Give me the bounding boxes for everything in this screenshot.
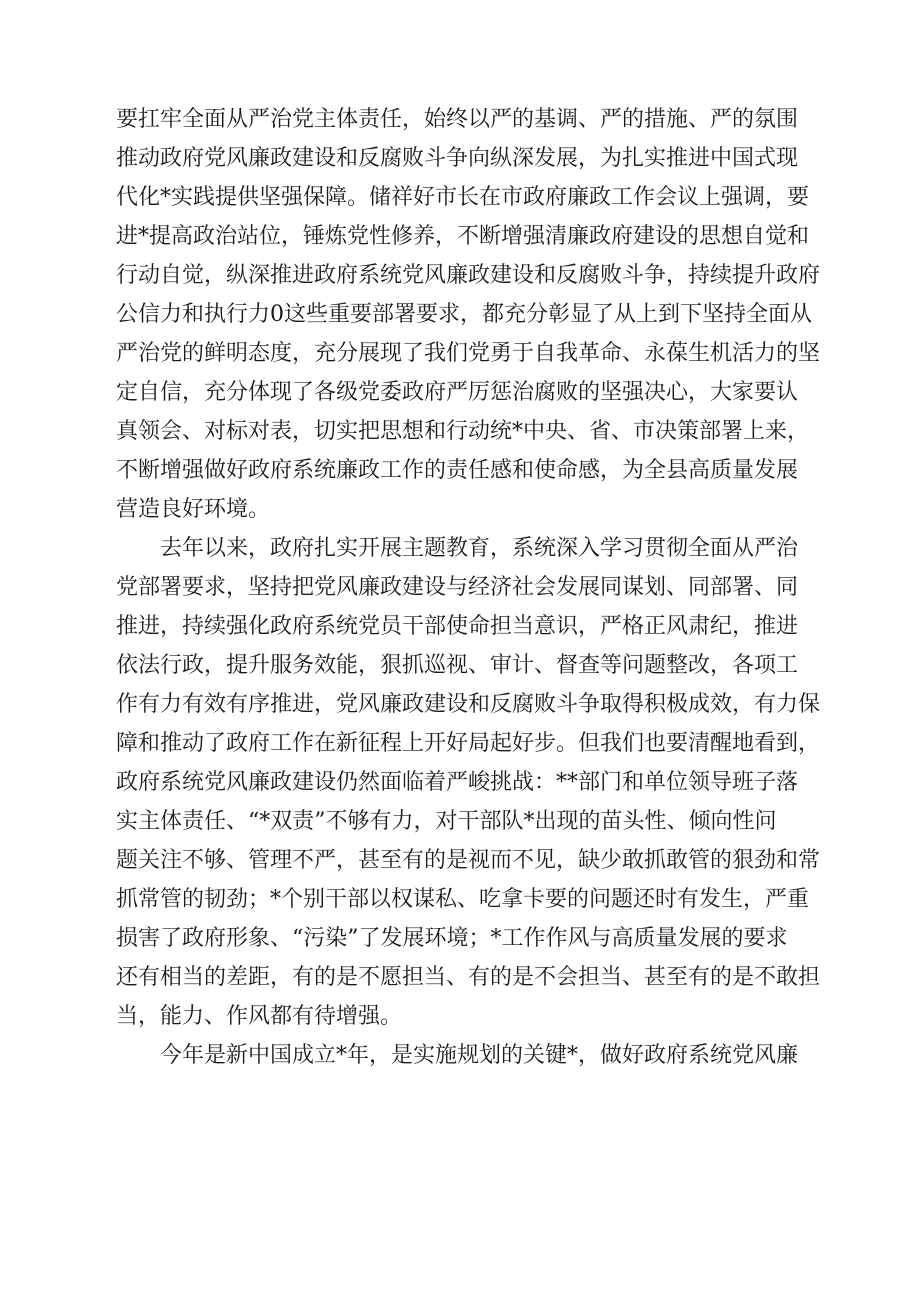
- text-line: 实主体责任、“*双责”不够有力，对干部队*出现的苗头性、倾向性问: [116, 809, 777, 834]
- text-line: 还有相当的差距，有的是不愿担当、有的是不会担当、甚至有的是不敢担: [116, 965, 821, 990]
- text-line: 损害了政府形象、“污染”了发展环境；*工作作风与高质量发展的要求: [116, 926, 788, 951]
- text-line: 今年是新中国成立*年，是实施规划的关键*，做好政府系统党风廉: [160, 1043, 799, 1068]
- paragraph-1: [116, 100, 836, 529]
- text-line: 推动政府党风廉政建设和反腐败斗争向纵深发展，为扎实推进中国式现: [116, 146, 799, 171]
- text-line: 推进，持续强化政府系统党员干部使命担当意识，严格正风肃纪，推进: [116, 614, 799, 639]
- text-line: 题关注不够、管理不严，甚至有的是视而不见，缺少敢抓敢管的狠劲和常: [116, 848, 821, 873]
- text-line: 作有力有效有序推进，党风廉政建设和反腐败斗争取得积极成效，有力保: [116, 692, 821, 717]
- text-line: 政府系统党风廉政建设仍然面临着严峻挑战：**部门和单位领导班子落: [116, 770, 799, 795]
- text-line: 定自信，充分体现了各级党委政府严厉惩治腐败的坚强决心，大家要认: [116, 380, 799, 405]
- text-line: 去年以来，政府扎实开展主题教育，系统深入学习贯彻全面从严治: [160, 536, 799, 561]
- text-line: 公信力和执行力0这些重要部署要求，都充分彰显了从上到下坚持全面从: [116, 302, 812, 327]
- document-body: [116, 100, 836, 1075]
- text-line: 党部署要求，坚持把党风廉政建设与经济社会发展同谋划、同部署、同: [116, 575, 799, 600]
- text-line: 行动自觉，纵深推进政府系统党风廉政建设和反腐败斗争，持续提升政府: [116, 263, 821, 288]
- text-line: 当，能力、作风都有待增强。: [116, 1004, 403, 1029]
- text-line: 抓常管的韧劲；*个别干部以权谋私、吃拿卡要的问题还时有发生，严重: [116, 887, 810, 912]
- paragraph-3: [116, 1036, 836, 1075]
- paragraph-2: [116, 529, 836, 1036]
- text-line: 真领会、对标对表，切实把思想和行动统*中央、省、市决策部署上来，: [116, 419, 810, 444]
- text-line: 要扛牢全面从严治党主体责任，始终以严的基调、严的措施、严的氛围: [116, 107, 799, 132]
- text-line: 严治党的鲜明态度，充分展现了我们党勇于自我革命、永葆生机活力的坚: [116, 341, 821, 366]
- text-line: 障和推动了政府工作在新征程上开好局起好步。但我们也要清醒地看到，: [116, 731, 821, 756]
- text-line: 营造良好环境。: [116, 497, 271, 522]
- text-line: 不断增强做好政府系统廉政工作的责任感和使命感，为全县高质量发展: [116, 458, 799, 483]
- text-line: 代化*实践提供坚强保障。储祥好市长在市政府廉政工作会议上强调，要: [116, 185, 810, 210]
- text-line: 进*提高政治站位，锤炼党性修养，不断增强清廉政府建设的思想自觉和: [116, 224, 810, 249]
- text-line: 依法行政，提升服务效能，狠抓巡视、审计、督查等问题整改，各项工: [116, 653, 799, 678]
